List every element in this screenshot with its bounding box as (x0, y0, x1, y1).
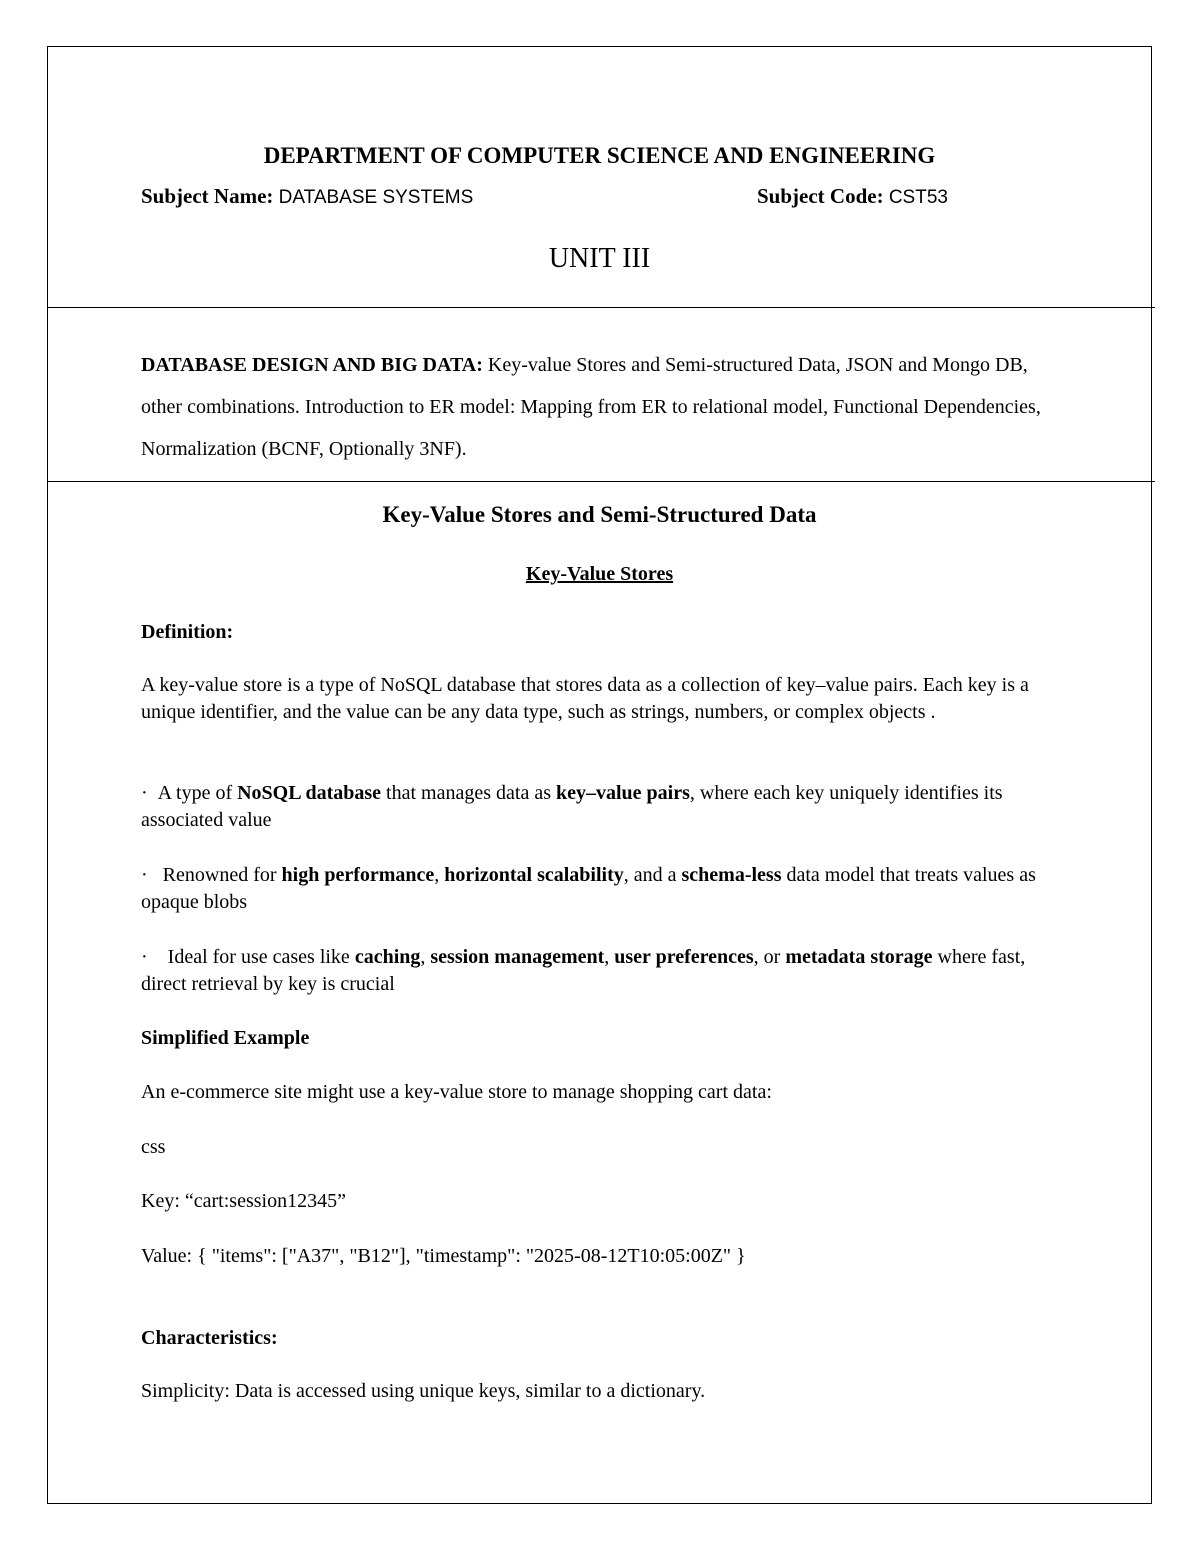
unit-title: UNIT III (548, 243, 651, 274)
sub-heading: Key-Value Stores (525, 563, 674, 585)
subject-name-value: DATABASE SYSTEMS (278, 187, 474, 208)
definition-text: A key-value store is a type of NoSQL database that stores data as a collection of key–value pairs. Each key is a unique identifier, and the value can be any data type, such as strings, numbers, or complex objects . (141, 674, 1029, 723)
bullet-2: · Renowned for high performance, horizontal scalability, and a schema-less data model that treats values as opaque blobs (141, 864, 1036, 913)
department-title: DEPARTMENT OF COMPUTER SCIENCE AND ENGINEERING (263, 143, 936, 168)
characteristics-heading: Characteristics: (141, 1327, 278, 1349)
example-intro: An e-commerce site might use a key-value store to manage shopping cart data: (141, 1081, 772, 1103)
bullet-3: · Ideal for use cases like caching, session management, user preferences, or metadata storage where fast, direct retrieval by key is crucial (141, 946, 1026, 995)
syllabus-text: Key-value Stores and Semi-structured Data, JSON and Mongo DB, other combinations. Introduction to ER model: Mapping from ER to relational model, Functional Dependencies, Normalization (BCNF, Optionally 3NF). (141, 354, 1041, 460)
main-heading: Key-Value Stores and Semi-Structured Data (382, 502, 817, 527)
header-divider (47, 307, 1155, 308)
definition-heading: Definition: (141, 621, 234, 643)
example-heading: Simplified Example (141, 1027, 310, 1049)
syllabus-label: DATABASE DESIGN AND BIG DATA: (141, 354, 483, 376)
subject-code-label: Subject Code: (757, 184, 884, 208)
syllabus-divider (47, 481, 1155, 482)
subject-name (141, 184, 473, 209)
subject-code-value: CST53 (888, 187, 948, 208)
bullet-1: · A type of NoSQL database that manages data as key–value pairs, where each key uniquely identifies its associated value (141, 782, 1003, 831)
syllabus-paragraph (141, 344, 1061, 470)
key-line: Key: “cart:session12345” (141, 1190, 346, 1212)
code-language: css (141, 1136, 166, 1158)
subject-code (757, 184, 948, 209)
value-line: Value: { "items": ["A37", "B12"], "timestamp": "2025-08-12T10:05:00Z" } (141, 1245, 746, 1267)
characteristics-text: Simplicity: Data is accessed using unique keys, similar to a dictionary. (141, 1380, 706, 1402)
subject-name-label: Subject Name: (141, 184, 274, 208)
